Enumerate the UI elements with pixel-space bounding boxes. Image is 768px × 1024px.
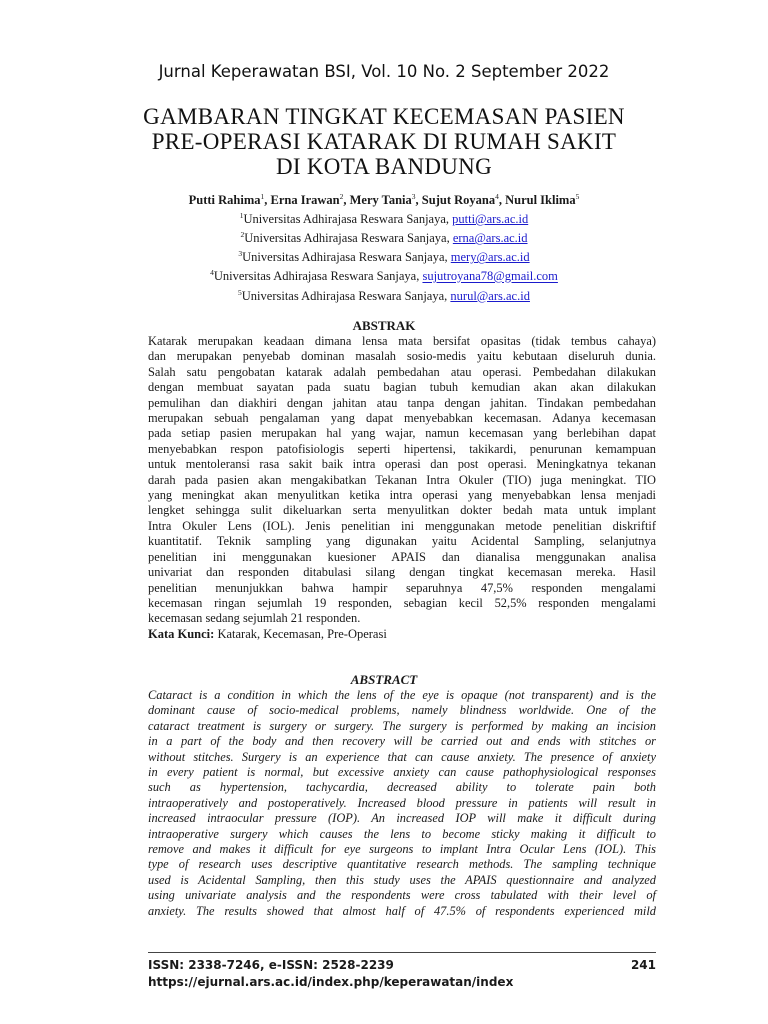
email-link[interactable]: erna@ars.ac.id — [452, 231, 528, 246]
text-line: yang meningkat akan menyulitkan ketika intra operasi yang menyebabkan lensa menjadi — [148, 488, 656, 503]
author-sup: 4 — [495, 192, 499, 201]
affiliation-sup: 2 — [240, 230, 245, 240]
text-line: type of research uses descriptive quantitative research methods. The sampling technique — [148, 857, 656, 872]
abstrak-heading: ABSTRAK — [352, 318, 416, 333]
footer-divider — [148, 952, 656, 953]
affiliation-text: Universitas Adhirajasa Reswara Sanjaya, — [213, 269, 423, 284]
author-name: Putti Rahima — [188, 193, 261, 208]
affiliation — [80, 246, 688, 265]
keywords-label: Kata Kunci: — [148, 627, 215, 641]
keywords-text: Katarak, Kecemasan, Pre-Operasi — [214, 627, 387, 641]
text-line: using univariate analysis and the respondents were cross tabulated with their level of — [148, 888, 656, 903]
paper-title — [90, 104, 678, 179]
author-sep: , — [343, 193, 350, 208]
affiliation-text: Universitas Adhirajasa Reswara Sanjaya, — [243, 212, 453, 227]
text-line: kecemasan sedang sejumlah 21 responden. — [148, 611, 361, 626]
text-line: increased intraocular pressure (IOP). An increased IOP will make it difficult during — [148, 811, 656, 826]
text-line: menyebabkan respon patofisiologis seperti hipertensi, takikardi, penurunan kemampuan — [148, 441, 656, 456]
title-line: GAMBARAN TINGKAT KECEMASAN PASIEN — [143, 104, 625, 129]
author-name: Mery Tania — [349, 193, 412, 208]
affiliation-sup: 1 — [239, 211, 244, 220]
text-line: lengket sehingga sulit dikeluarkan serta menyulitkan dokter bedah mata untuk implant — [148, 503, 656, 518]
author-sup: 1 — [260, 192, 265, 201]
text-line: pemulihan dan diakhiri dengan jahitan atau tanpa dengan jahitan. Tindakan pembedahan — [148, 395, 656, 410]
author-sup: 5 — [575, 192, 580, 201]
email-link[interactable]: nurul@ars.ac.id — [450, 288, 530, 303]
text-line: Katarak merupakan keadaan dimana lensa mata bersifat opasitas (tidak tembus cahaya) — [148, 334, 656, 348]
text-line: Salah satu pengobatan katarak adalah pembedahan atau operasi. Pembedahan dilakukan — [148, 364, 656, 379]
author-sep: , — [264, 193, 271, 208]
author-sep: , — [498, 193, 506, 208]
author-sup: 3 — [411, 192, 416, 201]
affiliation — [80, 285, 688, 304]
affiliation-list — [80, 208, 688, 304]
text-line: untuk mentoleransi rasa sakit baik intra operasi dan post operasi. Meningkatnya tekanan — [148, 457, 656, 472]
page-number: 241 — [630, 958, 656, 972]
email-link[interactable]: mery@ars.ac.id — [450, 250, 530, 265]
text-line: penelitian menunjukkan bahwa hampir separuhnya 47,5% responden mengalami — [148, 580, 656, 595]
text-line: dengan membuat sayatan pada suatu bagian tubuh kemudian akan akan dilakukan — [148, 380, 656, 395]
affiliation-text: Universitas Adhirajasa Reswara Sanjaya, — [244, 231, 453, 246]
author-name: Nurul Iklima — [505, 193, 576, 208]
text-line: Intra Okuler Lens (IOL). Jenis penelitian ini menggunakan metode penelitian diskriftif — [148, 518, 656, 533]
text-line: kuantitatif. Teknik sampling yang digunakan yaitu Acidental Sampling, selanjutnya — [148, 534, 656, 549]
text-line: cataract treatment is surgery or surgery. The surgery is performed by making an incision — [148, 718, 656, 733]
text-line: in a part of the body and then recovery will be carried out and ends with stitches or — [148, 734, 656, 749]
author-list — [80, 192, 688, 208]
text-line: dan merupakan penyebab dominan masalah sosio-medis yaitu kebutaan diseluruh dunia. — [148, 349, 656, 364]
affiliation — [80, 227, 688, 246]
title-line: DI KOTA BANDUNG — [275, 154, 493, 179]
affiliation-text: Universitas Adhirajasa Reswara Sanjaya, — [241, 288, 451, 303]
text-line: intraoperative surgery which causes the lens to become sticky making it difficult to — [148, 826, 656, 841]
affiliation-sup: 4 — [210, 268, 214, 278]
text-line: remove and makes it difficult for eye surgeons to implant Intra Ocular Lens (IOL). This — [148, 842, 656, 857]
text-line: in every patient is normal, but excessive anxiety can cause pathophysiological responses — [148, 765, 656, 780]
journal-url[interactable]: https://ejurnal.ars.ac.id/index.php/keperawatan/index — [148, 975, 514, 989]
keywords — [148, 627, 387, 642]
text-line: penelitian ini menggunakan kuesioner APAIS dan dianalisa menggunakan analisa — [148, 549, 656, 564]
title-line: PRE-OPERASI KATARAK DI RUMAH SAKIT — [151, 129, 617, 154]
text-line: anxiety. The results showed that almost half of 47.5% of respondents experienced mild — [148, 903, 656, 918]
author-name: Sujut Royana — [421, 193, 496, 208]
author-name: Erna Irawan — [270, 193, 340, 208]
text-line: merupakan sebuah pengalaman yang dapat menyebabkan kecemasan. Adanya kecemasan — [148, 411, 656, 426]
text-line: darah pada pasien akan mengakibatkan Tekanan Intra Okuler (TIO) juga meningkat. TIO — [148, 472, 656, 487]
abstract-body — [148, 688, 656, 919]
affiliation-sup: 3 — [238, 249, 243, 259]
abstrak-body — [148, 334, 656, 627]
affiliation-sup: 5 — [238, 287, 242, 297]
text-line: used is Acidental Sampling, then this study uses the APAIS questionnaire and analyzed — [148, 872, 656, 887]
journal-header: Jurnal Keperawatan BSI, Vol. 10 No. 2 September 2022 — [158, 62, 610, 81]
issn: ISSN: 2338-7246, e-ISSN: 2528-2239 — [148, 958, 394, 972]
text-line: intraoperatively and postoperatively. Increased blood pressure in patients will result in — [148, 795, 656, 810]
text-line: Cataract is a condition in which the lens of the eye is opaque (not transparent) and is the — [148, 688, 656, 702]
text-line: such as hypertension, tachycardia, decreased ability to tolerate pain both — [148, 780, 656, 795]
email-link[interactable]: putti@ars.ac.id — [452, 212, 529, 227]
text-line: dominant cause of socio-medical problems, namely blindness worldwide. One of the — [148, 703, 656, 718]
page-footer — [148, 957, 656, 991]
text-line: kecemasan ringan sejumlah 19 responden, sebagian kecil 52,5% responden mengalami — [148, 595, 656, 610]
email-link[interactable]: sujutroyana78@gmail.com — [422, 269, 558, 284]
text-line: univariat dan responden ditabulasi silang dengan tingkat kecemasan mereka. Hasil — [148, 565, 656, 580]
abstract-heading: ABSTRACT — [350, 672, 418, 687]
author-sep: , — [415, 193, 422, 208]
affiliation — [80, 208, 688, 227]
author-sup: 2 — [339, 192, 344, 201]
affiliation — [80, 265, 688, 284]
text-line: pada setiap pasien merupakan hal yang wajar, namun kecemasan yang berlebihan dapat — [148, 426, 656, 441]
affiliation-text: Universitas Adhirajasa Reswara Sanjaya, — [242, 250, 451, 265]
text-line: without stitches. Surgery is an experience that can cause anxiety. The presence of anxiety — [148, 749, 656, 764]
